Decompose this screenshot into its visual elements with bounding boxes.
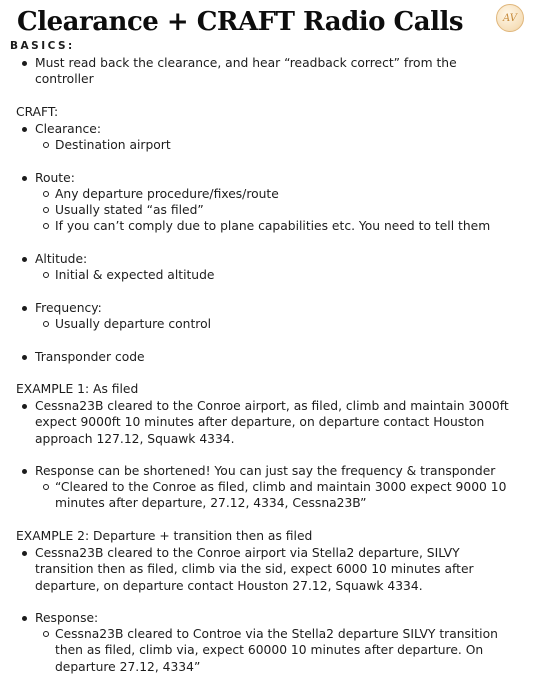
craft-route-label: Route:	[35, 171, 75, 185]
craft-frequency-label: Frequency:	[35, 301, 102, 315]
example1-response: “Cleared to the Conroe as filed, climb and maintain 3000 expect 9000 10 minutes after departure, 27.12, 4334, Cessna23B”	[55, 479, 515, 512]
craft-heading: CRAFT:	[16, 105, 59, 119]
example2-heading: EXAMPLE 2: Departure + transition then as filed	[16, 529, 313, 543]
craft-route-item: Any departure procedure/fixes/route	[55, 187, 279, 201]
basics-item: Must read back the clearance, and hear “readback correct” from the controller	[35, 55, 515, 88]
example2-response-label: Response:	[35, 611, 99, 625]
craft-clearance-label: Clearance:	[35, 122, 101, 136]
example1-response-label: Response can be shortened! You can just say the frequency & transponder	[35, 464, 496, 478]
basics-heading: BASICS:	[10, 40, 75, 52]
logo-text: AV	[503, 12, 517, 24]
example1-call: Cessna23B cleared to the Conroe airport, as filed, climb and maintain 3000ft expect 9000ft 10 minutes after departure, on departure contact Houston approach 127.12, Squawk 4334.	[35, 398, 515, 447]
craft-altitude-item: Initial & expected altitude	[55, 268, 215, 282]
craft-altitude-label: Altitude:	[35, 252, 88, 266]
craft-route-item: If you can’t comply due to plane capabilities etc. You need to tell them	[55, 219, 491, 233]
brand-logo	[496, 4, 524, 32]
example1-heading: EXAMPLE 1: As filed	[16, 382, 139, 396]
craft-frequency-item: Usually departure control	[55, 317, 212, 331]
craft-route-item: Usually stated “as filed”	[55, 203, 204, 217]
craft-clearance-item: Destination airport	[55, 138, 171, 152]
craft-transponder-label: Transponder code	[35, 350, 145, 364]
page-title: Clearance + CRAFT Radio Calls	[17, 7, 463, 37]
example2-call: Cessna23B cleared to the Conroe airport via Stella2 departure, SILVY transition then as filed, climb via the sid, expect 6000 10 minutes after departure, on departure contact Houston 27.12, Squawk 4334.	[35, 545, 515, 594]
example2-response: Cessna23B cleared to Controe via the Stella2 departure SILVY transition then as filed, climb via, expect 60000 10 minutes after departure. On departure 27.12, 4334”	[55, 626, 515, 675]
